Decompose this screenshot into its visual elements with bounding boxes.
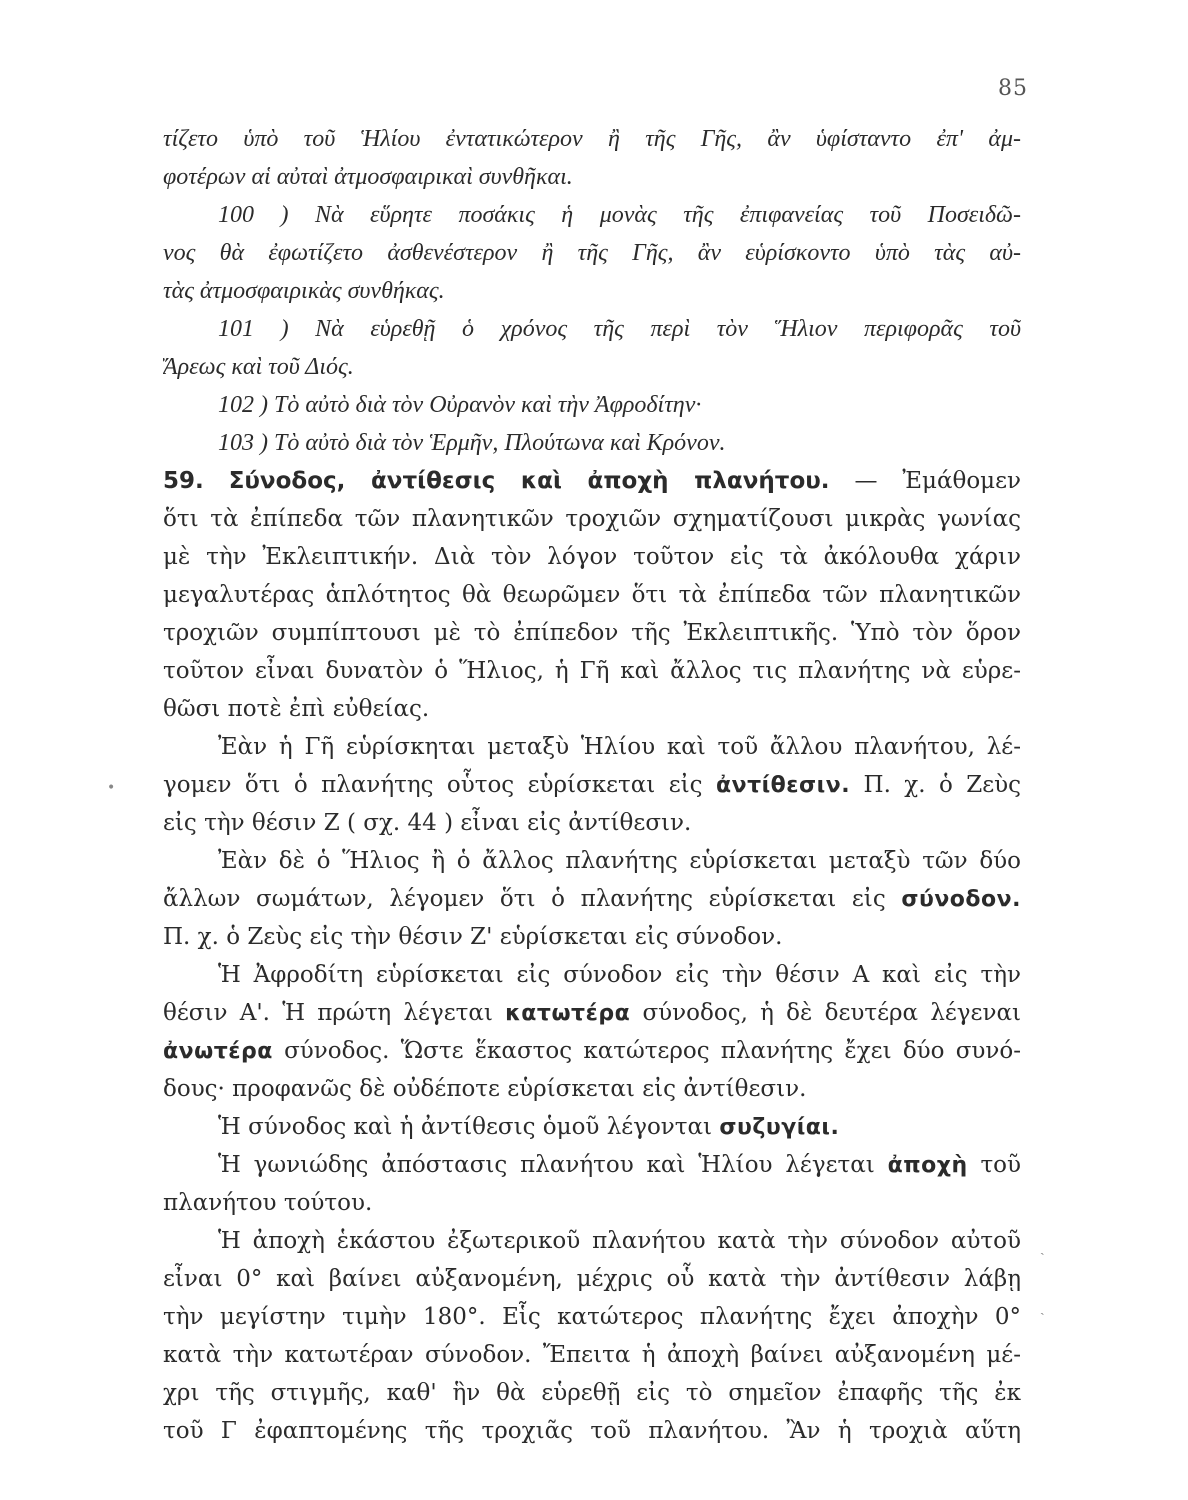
body-text: τοῦ [980, 1152, 1021, 1178]
body-line: θῶσι ποτὲ ἐπὶ εὐθείας. [163, 696, 430, 722]
body-text: Π. χ. ὁ Ζεὺς [863, 772, 1021, 798]
body-text: ἄλλων σωμάτων, λέγομεν ὅτι ὁ πλανήτης εὑρίσκεται εἰς [163, 886, 886, 912]
body-line: κατὰ τὴν κατωτέραν σύνοδον. Ἔπειτα ἡ ἀποχὴ βαίνει αὐξανομένη μέ- [163, 1342, 1021, 1368]
section-title: Σύνοδος, ἀντίθεσις καὶ ἀποχὴ πλανήτου. [228, 468, 830, 494]
exercise-line: τὰς ἀτμοσφαιρικὰς συνθήκας. [163, 278, 445, 304]
body-line [163, 1108, 1021, 1146]
body-line: Π. χ. ὁ Ζεὺς εἰς τὴν θέσιν Ζ' εὑρίσκεται εἰς σύνοδον. [163, 924, 783, 950]
body-line: μεγαλυτέρας ἁπλότητος θὰ θεωρῶμεν ὅτι τὰ ἐπίπεδα τῶν πλανητικῶν [163, 582, 1021, 608]
body-line: δους· προφανῶς δὲ οὐδέποτε εὑρίσκεται εἰς ἀντίθεσιν. [163, 1076, 807, 1102]
exercise-line: Ἄρεως καὶ τοῦ Διός. [163, 354, 354, 380]
body-line [163, 880, 1021, 918]
body-text: Ἡ σύνοδος καὶ ἡ ἀντίθεσις ὁμοῦ λέγονται [218, 1114, 713, 1140]
page-number: 85 [998, 76, 1028, 101]
stray-mark-icon: • [107, 780, 116, 796]
body-line: πλανήτου τούτου. [163, 1190, 373, 1216]
body-text: σύνοδος, ἡ δὲ δευτέρα λέγεναι [642, 1000, 1021, 1026]
body-line: μὲ τὴν Ἐκλειπτικήν. Διὰ τὸν λόγον τοῦτον εἰς τὰ ἀκόλουθα χάριν [163, 544, 1021, 570]
term-upper-conjunction: ἀνωτέρα [163, 1039, 273, 1064]
exercise-line: 102 ) Τὸ αὐτὸ διὰ τὸν Οὐρανὸν καὶ τὴν Ἀφροδίτην· [218, 392, 702, 418]
stray-mark-icon: ˎ [1040, 1240, 1045, 1256]
body-line: Ἡ Ἀφροδίτη εὑρίσκεται εἰς σύνοδον εἰς τὴν θέσιν Α καὶ εἰς τὴν [218, 962, 1021, 988]
exercise-line: τίζετο ὑπὸ τοῦ Ἡλίου ἐντατικώτερον ἢ τῆς Γῆς, ἂν ὑφίσταντο ἐπ' ἀμ- [163, 126, 1021, 152]
exercise-line: 101 ) Νὰ εὑρεθῇ ὁ χρόνος τῆς περὶ τὸν Ἥλιον περιφορᾶς τοῦ [218, 316, 1021, 342]
term-antithesis: ἀντίθεσιν. [715, 773, 851, 798]
body-line [163, 994, 1021, 1032]
exercise-line: φοτέρων αἱ αὐταὶ ἀτμοσφαιρικαὶ συνθῆκαι. [163, 164, 573, 190]
body-line: χρι τῆς στιγμῆς, καθ' ἣν θὰ εὑρεθῇ εἰς τὸ σημεῖον ἐπαφῆς τῆς ἐκ [163, 1380, 1021, 1406]
body-line [163, 1032, 1021, 1070]
term-elongation: ἀποχὴ [887, 1153, 968, 1178]
section-intro: — Ἐμάθομεν [854, 468, 1021, 494]
body-line: τὴν μεγίστην τιμὴν 180°. Εἷς κατώτερος πλανήτης ἔχει ἀποχὴν 0° [163, 1304, 1021, 1330]
body-line [163, 766, 1021, 804]
term-synodos: σύνοδον. [901, 887, 1021, 912]
stray-mark-icon: ˏ [1040, 1300, 1045, 1316]
term-lower-conjunction: κατωτέρα [505, 1001, 631, 1026]
body-line: ὅτι τὰ ἐπίπεδα τῶν πλανητικῶν τροχιῶν σχηματίζουσι μικρὰς γωνίας [163, 506, 1021, 532]
section-number: 59. [163, 468, 204, 494]
body-text: θέσιν Α'. Ἡ πρώτη λέγεται [163, 1000, 493, 1026]
body-line: Ἡ ἀποχὴ ἑκάστου ἐξωτερικοῦ πλανήτου κατὰ τὴν σύνοδον αὐτοῦ [218, 1228, 1021, 1254]
body-line: Ἐὰν ἡ Γῆ εὑρίσκηται μεταξὺ Ἡλίου καὶ τοῦ ἄλλου πλανήτου, λέ- [218, 734, 1021, 760]
body-line: τροχιῶν συμπίπτουσι μὲ τὸ ἐπίπεδον τῆς Ἐκλειπτικῆς. Ὑπὸ τὸν ὅρον [163, 620, 1021, 646]
body-line: Ἐὰν δὲ ὁ Ἥλιος ἢ ὁ ἄλλος πλανήτης εὑρίσκεται μεταξὺ τῶν δύο [218, 848, 1021, 874]
body-text: Ἡ γωνιώδης ἀπόστασις πλανήτου καὶ Ἡλίου λέγεται [218, 1152, 875, 1178]
body-line [163, 1146, 1021, 1184]
body-text: σύνοδος. Ὥστε ἕκαστος κατώτερος πλανήτης ἔχει δύο συνό- [284, 1038, 1021, 1064]
exercise-line: 100 ) Νὰ εὕρητε ποσάκις ἡ μονὰς τῆς ἐπιφανείας τοῦ Ποσειδῶ- [218, 202, 1021, 228]
body-line: τοῦτον εἶναι δυνατὸν ὁ Ἥλιος, ἡ Γῆ καὶ ἄλλος τις πλανήτης νὰ εὑρε- [163, 658, 1021, 684]
body-line: εἶναι 0° καὶ βαίνει αὐξανομένη, μέχρις οὗ κατὰ τὴν ἀντίθεσιν λάβῃ [163, 1266, 1021, 1292]
term-syzygies: συζυγίαι. [719, 1115, 840, 1140]
body-line: εἰς τὴν θέσιν Ζ ( σχ. 44 ) εἶναι εἰς ἀντίθεσιν. [163, 810, 692, 836]
body-line: τοῦ Γ ἐφαπτομένης τῆς τροχιᾶς τοῦ πλανήτου. Ἂν ἡ τροχιὰ αὕτη [163, 1418, 1021, 1444]
body-text: γομεν ὅτι ὁ πλανήτης οὗτος εὑρίσκεται εἰς [163, 772, 703, 798]
page-text [163, 120, 1021, 1450]
exercise-line: νος θὰ ἐφωτίζετο ἀσθενέστερον ἢ τῆς Γῆς, ἂν εὑρίσκοντο ὑπὸ τὰς αὐ- [163, 240, 1021, 266]
exercise-line: 103 ) Τὸ αὐτὸ διὰ τὸν Ἑρμῆν, Πλούτωνα καὶ Κρόνον. [218, 430, 726, 456]
section-heading-line [163, 462, 1021, 500]
